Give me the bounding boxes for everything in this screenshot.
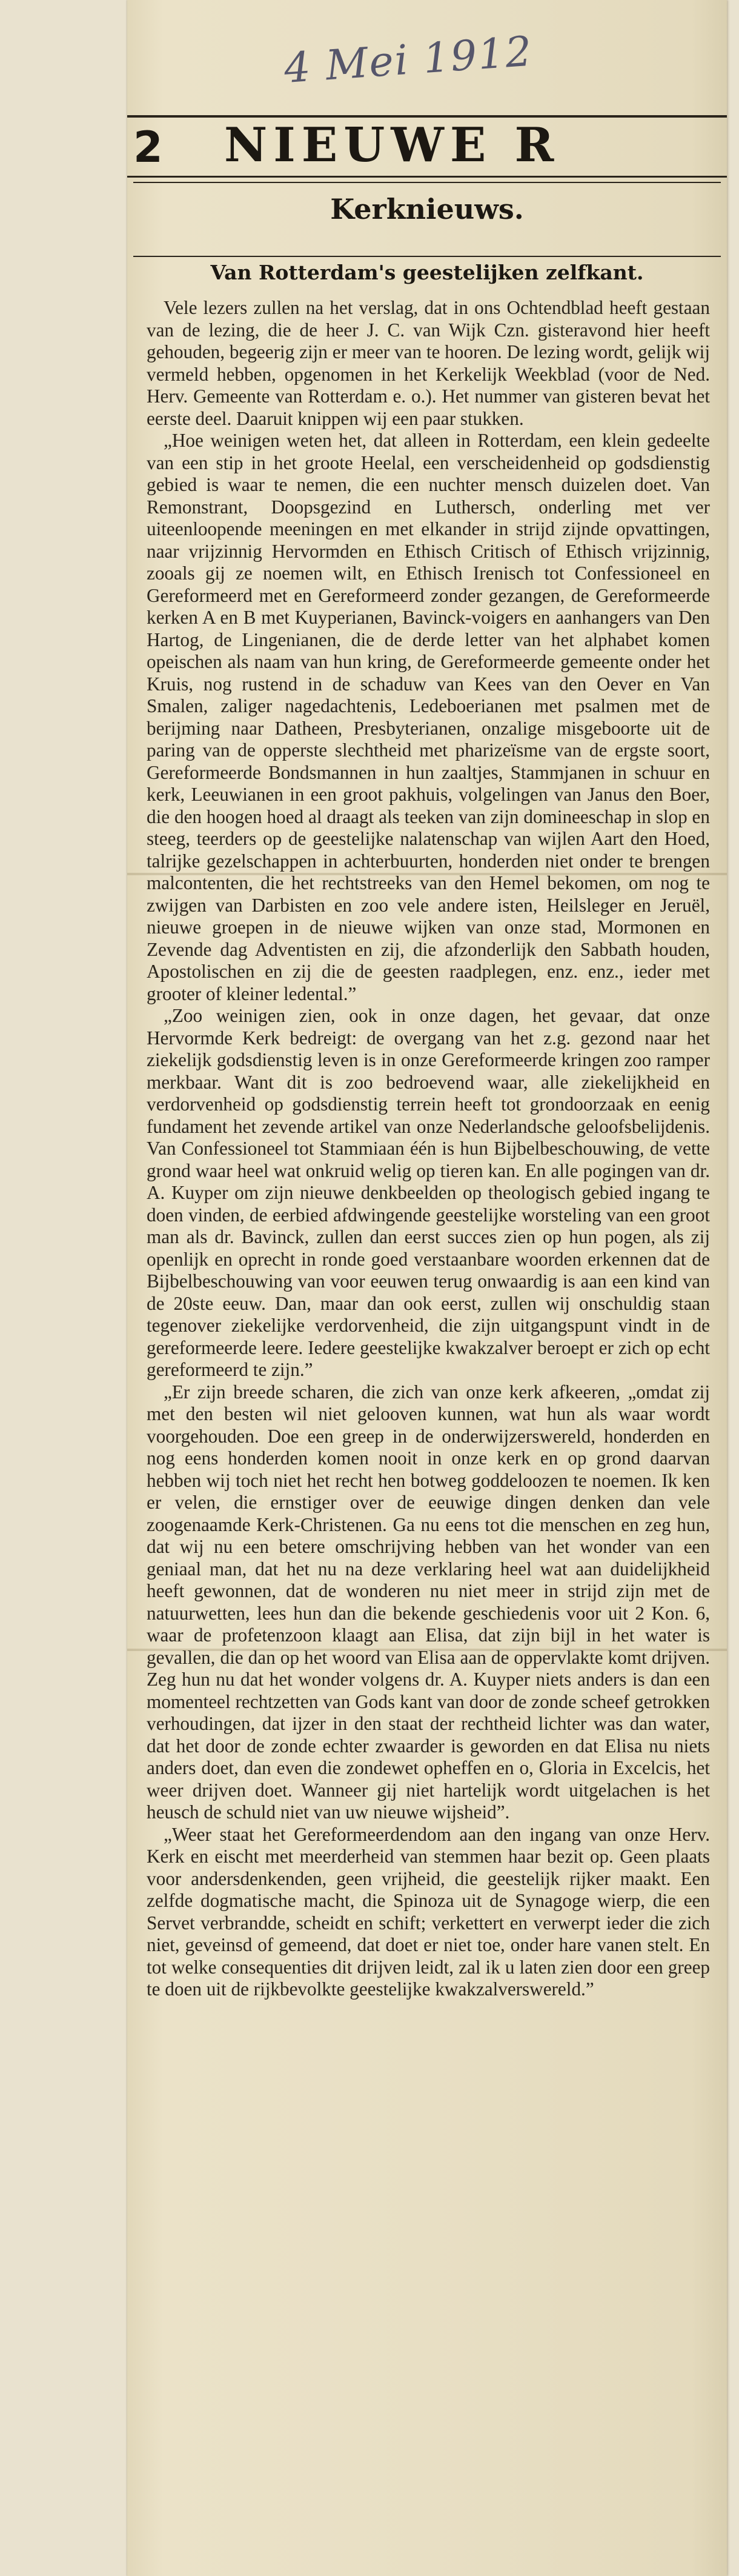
article-paragraph: „Er zijn breede scharen, die zich van onze kerk afkeeren, „omdat zij met den besten wil niet gelooven kunnen, wat hun als waar wordt voorgehouden. Doe een greep in de onderwijzerswereld, honderden en nog eens honderden komen nooit in onze kerk en op grond daarvan hebben wij toch niet het recht hen botweg goddeloozen te noemen. Ik ken er velen, die ernstiger over de eeuwige dingen denken dan vele zoogenaamde Kerk-Christenen. Ga nu eens tot die menschen en zeg hun, dat wij nu een betere omschrijving hebben van het wonder van een geniaal man, dat het nu na deze verklaring heel wat aan duidelijkheid heeft gewonnen, dat de wonderen nu niet meer in strijd zijn met de natuurwetten, lees hun dan die bekende geschiedenis voor uit 2 Kon. 6, waar de profetenzoon klaagt aan Elisa, dat zijn bijl in het water is gevallen, die dan op het woord van Elisa aan de oppervlakte komt drijven. Zeg hun nu dat het wonder volgens dr. A. Kuyper niets anders is dan een momenteel rechtzetten van Gods kant van door de zonde scheef getrokken verhoudingen, dat ijzer in den staat der rechtheid lichter was dan water, dat het door de zonde echter zwaarder is geworden en dat Elisa nu niets anders doet, dan even die zondewet opheffen en o, Gloria in Excelcis, het weer drijven doet. Wanneer gij niet hartelijk wordt uitgelachen is het heusch de schuld niet van uw nieuwe wijsheid”. [147,1381,710,1823]
newspaper-name: NIEUWE R [224,118,560,171]
article-paragraph: Vele lezers zullen na het verslag, dat in ons Ochtendblad heeft gestaan van de lezing, die de heer J. C. van Wijk Czn. gisteravond hier heeft gehouden, begeerig zijn er meer van te hooren. De lezing wordt, gelijk wij vermeld hebben, opgenomen in het Kerkelijk Weekblad (voor de Ned. Herv. Gemeente van Rotterdam e. o.). Het nummer van gisteren bevat het eerste deel. Daaruit knippen wij een paar stukken. [147,297,710,429]
article-paragraph: „Zoo weinigen zien, ook in onze dagen, het gevaar, dat onze Hervormde Kerk bedreigt: de overgang van het z.g. gezond naar het ziekelijk godsdienstig leven is in onze Gereformeerde kringen zoo ramper merkbaar. Want dit is zoo bedroevend waar, alle ziekelijkheid en verdorvenheid op godsdienstig terrein heeft tot grondoorzaak en eenig fundament het zevende artikel van onze Nederlandsche geloofsbelijdenis. Van Confessioneel tot Stammiaan één is hun Bijbelbeschouwing, de vette grond waar heel wat onkruid welig op tieren kan. En alle pogingen van dr. A. Kuyper om zijn nieuwe denkbeelden op theologisch gebied ingang te doen vinden, de eerbied afdwingende geestelijke worsteling van een groot man als dr. Bavinck, zullen dan eerst succes zien op hun pogen, als zij openlijk en oprecht in ronde goed verstaanbare woorden erkennen dat de Bijbelbeschouwing van voor eeuwen terug onwaardig is aan een kind van de 20ste eeuw. Dan, maar dan ook eerst, zullen wij onschuldig staan tegenover ziekelijke verdorvenheid, die zijn uitgangspunt vindt in de gereformeerde leere. Iedere geestelijke kwakzalver beroept er zich op echt gereformeerd te zijn.” [147,1005,710,1380]
section-title: Kerknieuws. [330,193,524,225]
article-paragraph: „Hoe weinigen weten het, dat alleen in Rotterdam, een klein gedeelte van een stip in het groote Heelal, een verscheidenheid op godsdienstig gebied is waar te nemen, die een nuchter mensch duizelen doet. Van Remonstrant, Doopsgezind en Luthersch, onderling met ver uiteenloopende meeningen en met elkander in strijd zijnde opvattingen, naar vrijzinnig Hervormden en Ethisch Critisch of Ethisch vrijzinnig, zooals gij ze noemen wilt, en Ethisch Irenisch tot Confessioneel en Gereformeerd met en Gereformeerd zonder gezangen, de Gereformeerde kerken A en B met Kuyperianen, Bavinck-voigers en aanhangers van Den Hartog, de Lingenianen, die de derde letter van het alphabet komen opeischen als naam van hun kring, de Gereformeerde gemeente onder het Kruis, nog rustend in de schaduw van Kees van den Oever en Van Smalen, zaliger nagedachtenis, Ledeboerianen met psalmen met de berijming naar Datheen, Presbyterianen, onzalige misgeboorte uit de paring van de opperste slechtheid met pharizeïsme van de ergste soort, Gereformeerde Bondsmannen in hun zaaltjes, Stammjanen in schuur en kerk, Leeuwianen in een groot pakhuis, volgelingen van Janus den Boer, die den hoogen hoed al draagt als teeken van zijn domineeschap in slop en steeg, teerders op de geestelijke nalatenschap van wijlen Aart den Hoed, talrijke gezelschappen in achterbuurten, honderden niet onder te brengen malcontenten, die het rechtstreeks van den Hemel bekomen, om nog te zwijgen van Darbisten en zoo vele andere isten, Heilsleger en Jeruël, nieuwe groepen in de nieuwe wijken van onze stad, Mormonen en Zevende dag Adventisten en zij, die afzonderlijk den Sabbath houden, Apostolischen en zij die de geesten raadplegen, enz. enz., ieder met grooter of kleiner ledental.” [147,430,710,1004]
page-number: 2 [133,122,163,172]
masthead-rule [127,176,727,178]
article-body [147,297,710,2558]
newspaper-clipping [127,0,727,2576]
handwritten-date: 4 Mei 1912 [282,27,535,93]
paper-fold [127,873,727,875]
article-paragraph: „Weer staat het Gereformeerdendom aan den ingang van onze Herv. Kerk en eischt met meerderheid van stemmen haar bezit op. Geen plaats voor andersdenkenden, geen vrijheid, die geestelijk rijker maakt. Een zelfde dogmatische macht, die Spinoza uit de Synagoge wierp, die een Servet verbrandde, scheidt en schift; verkettert en verwerpt ieder die zich niet, geveinsd of gemeend, dat doet er niet toe, onder hare vanen stelt. En tot welke consequenties dit drijven leidt, zal ik u laten zien door een greep te doen uit de rijkbevolkte geestelijke kwakzalverswereld.” [147,1823,710,2000]
article-headline: Van Rotterdam's geestelijken zelfkant. [210,261,644,284]
section-header [133,182,721,257]
masthead-bar [127,115,727,172]
paper-fold [127,1649,727,1651]
